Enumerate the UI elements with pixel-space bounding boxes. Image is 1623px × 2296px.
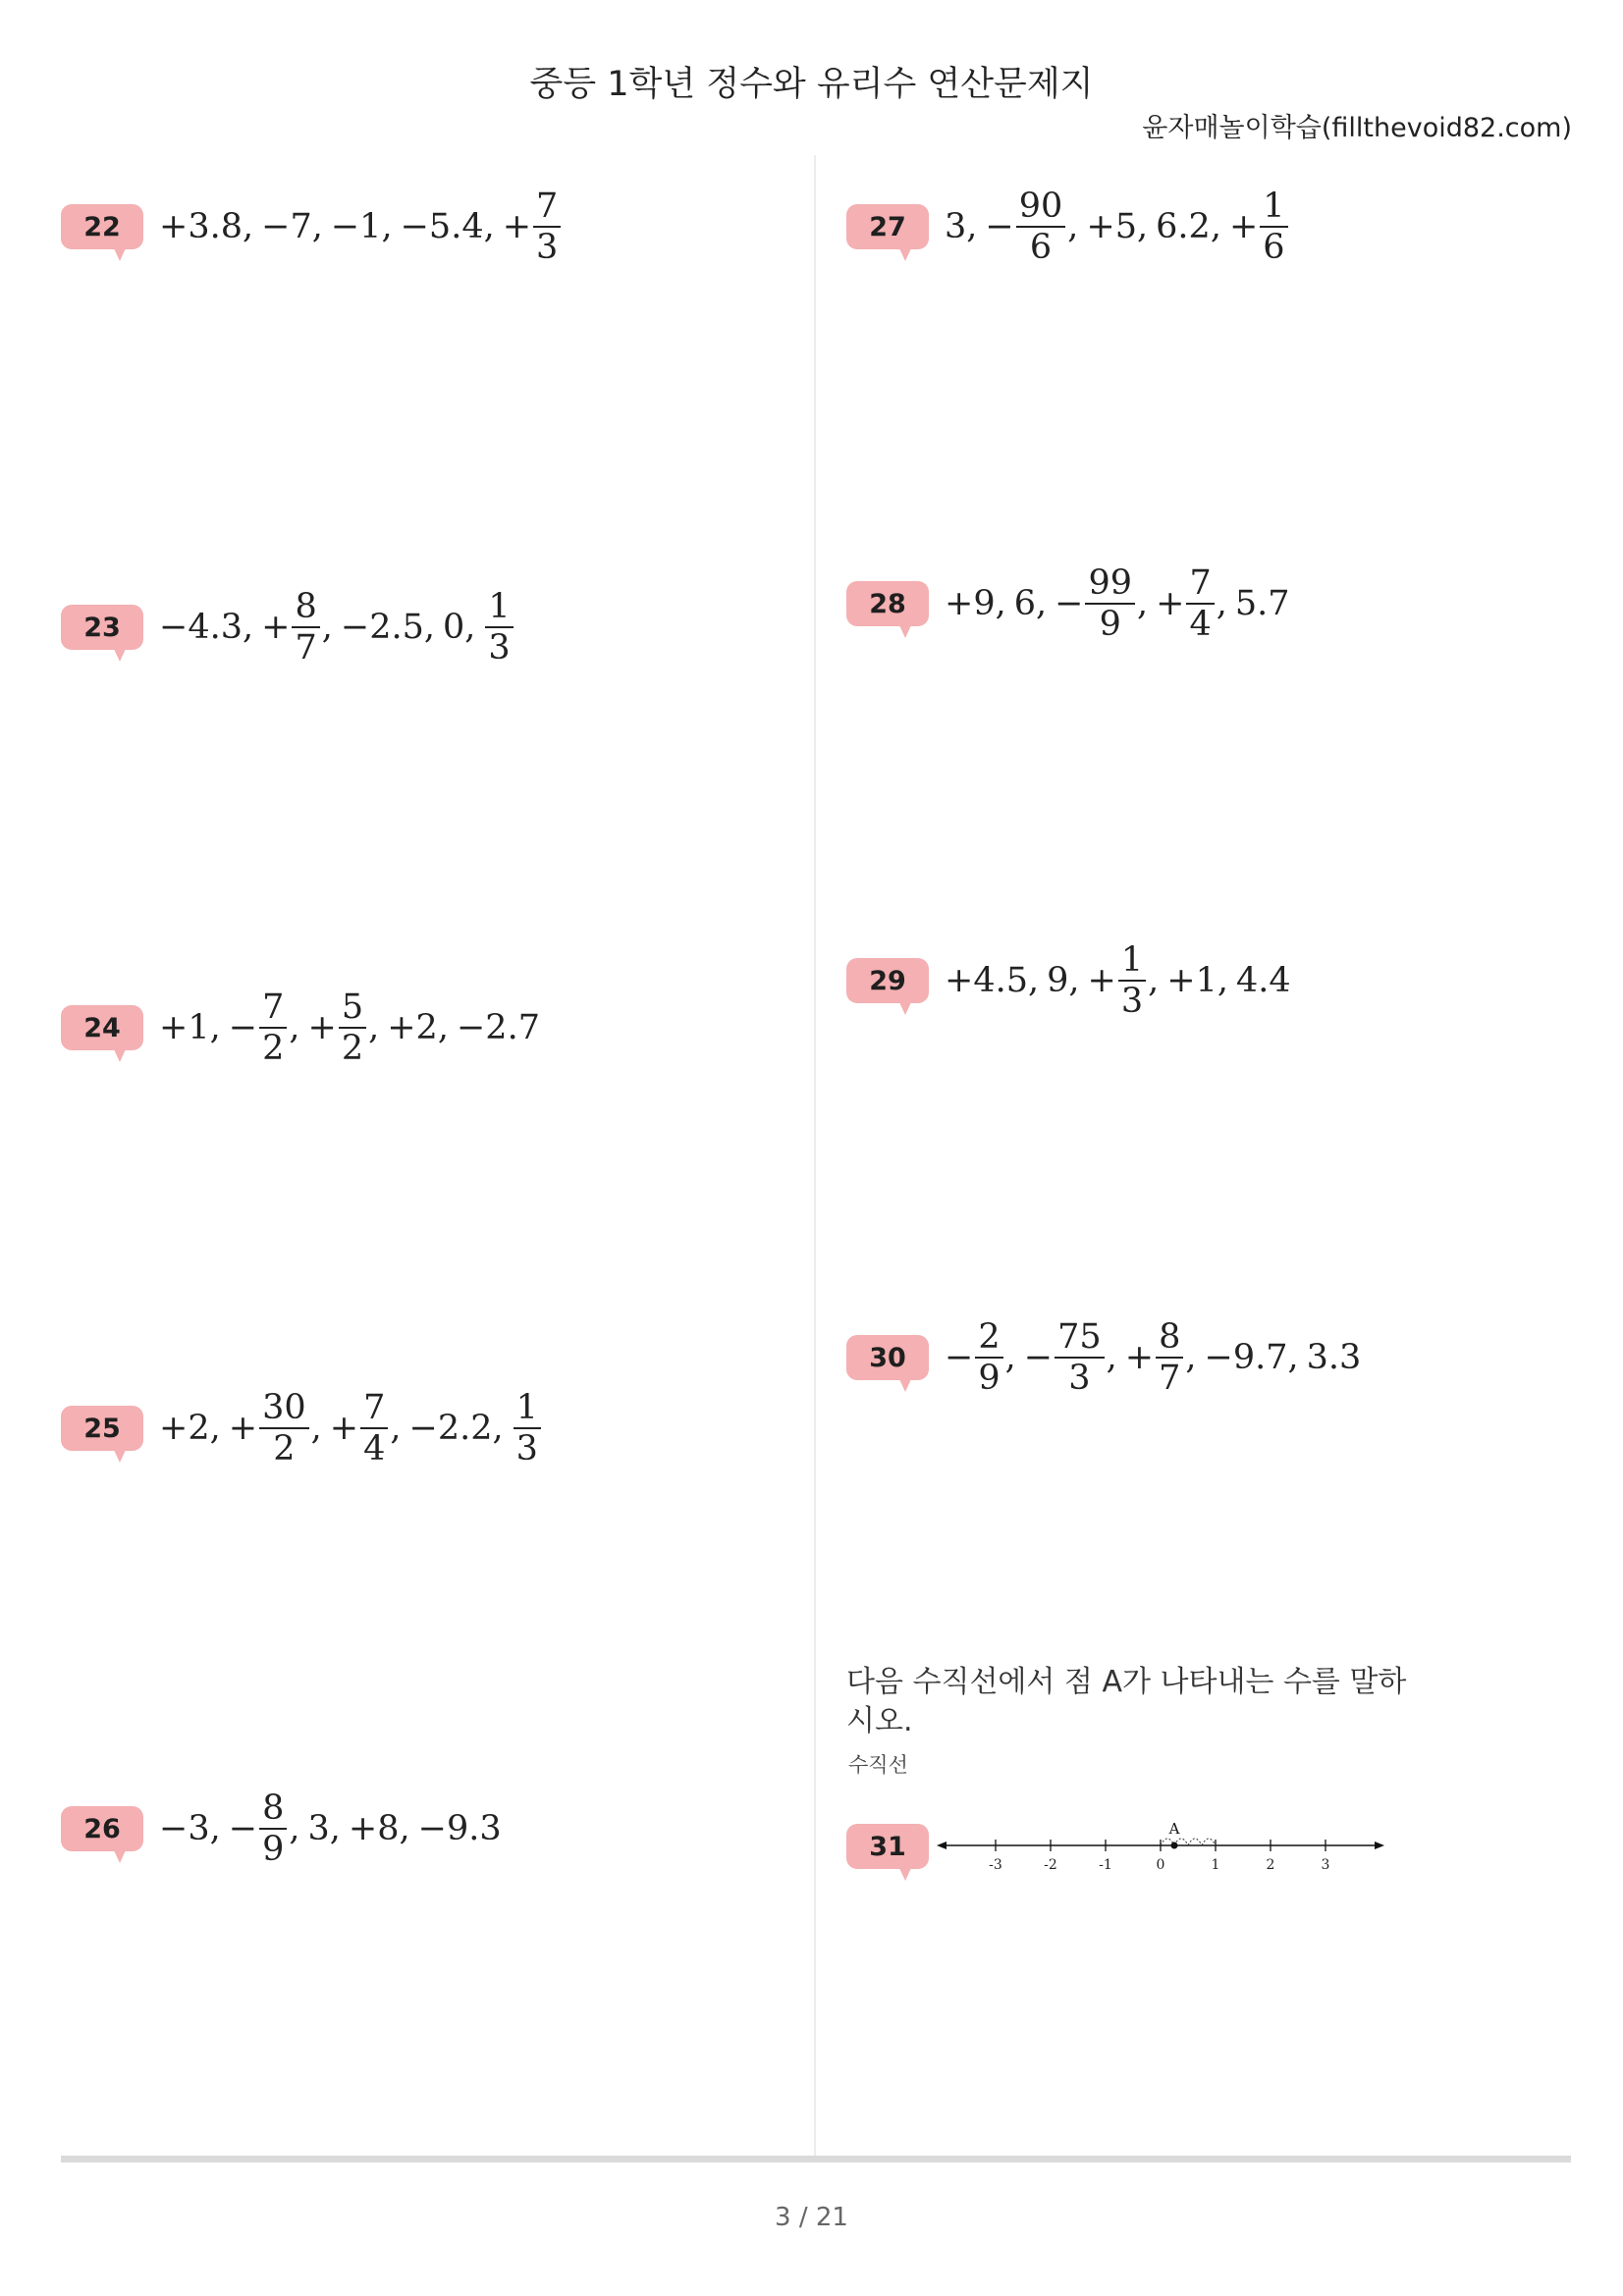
problem-27 — [846, 187, 1290, 268]
fraction — [1118, 940, 1146, 1022]
term-comma: , — [310, 1409, 322, 1449]
term-number: −1, — [330, 207, 393, 247]
page-number: 3 / 21 — [775, 2203, 848, 2232]
term-number: +8, — [348, 1809, 410, 1849]
problem-25 — [61, 1388, 543, 1469]
term-comma: , — [1067, 207, 1079, 247]
term-sign: − — [228, 1008, 258, 1048]
term-sign: + — [329, 1409, 359, 1449]
number-line-tick-label: -3 — [989, 1857, 1002, 1873]
problem-22 — [61, 187, 563, 268]
term-number: +9, — [945, 584, 1006, 624]
fraction-numerator: 7 — [1189, 563, 1212, 603]
term-sign: + — [1228, 207, 1259, 247]
term-number: −5.4, — [400, 207, 495, 247]
problem-number-badge: 25 — [61, 1406, 143, 1451]
term-number: 3, — [307, 1809, 341, 1849]
term-comma: , — [1106, 1338, 1117, 1378]
fraction — [1055, 1317, 1105, 1399]
fraction-numerator: 8 — [1159, 1317, 1181, 1357]
term-sign: − — [1023, 1338, 1054, 1378]
problem-expression — [945, 187, 1290, 268]
term-sign: − — [945, 1338, 974, 1378]
problem-expression — [159, 1388, 543, 1469]
fraction-numerator: 30 — [262, 1388, 306, 1427]
term-comma: , — [289, 1008, 300, 1048]
term-number: +1, — [1166, 961, 1229, 1001]
fraction-denominator: 3 — [536, 228, 559, 268]
fraction — [514, 1388, 541, 1469]
term-number: −9.3 — [417, 1809, 502, 1849]
number-line-tick-label: 0 — [1156, 1857, 1165, 1873]
number-line-tick-label: -2 — [1044, 1857, 1057, 1873]
problem-expression — [945, 563, 1290, 645]
number-line-right-arrow — [1375, 1842, 1384, 1849]
problem-23 — [61, 587, 515, 668]
term-number: +2, — [159, 1409, 221, 1449]
term-sign: + — [1124, 1338, 1155, 1378]
number-line-left-arrow — [937, 1842, 947, 1849]
fraction-denominator: 7 — [295, 628, 317, 668]
term-number: −2.5, — [340, 608, 435, 648]
fraction-denominator: 7 — [1159, 1359, 1181, 1399]
term-number: 3, — [945, 207, 978, 247]
term-number: 3.3 — [1306, 1338, 1362, 1378]
problem-expression — [159, 187, 563, 268]
fraction-denominator: 2 — [341, 1029, 364, 1069]
fraction-numerator: 90 — [1018, 187, 1063, 226]
fraction — [1260, 187, 1287, 268]
term-comma: , — [1004, 1338, 1016, 1378]
column-divider — [814, 155, 816, 2158]
fraction-denominator: 9 — [978, 1359, 1001, 1399]
problem-number-badge: 22 — [61, 204, 143, 249]
term-number: 5.7 — [1234, 584, 1290, 624]
page-subtitle: 윤자매놀이학습(fillthevoid82.com) — [1142, 113, 1572, 143]
problem-number-badge: 28 — [846, 581, 929, 626]
term-number: +5, — [1086, 207, 1149, 247]
fraction — [1085, 563, 1135, 645]
term-sign: − — [228, 1809, 258, 1849]
problem-30 — [846, 1317, 1361, 1399]
fraction — [485, 587, 513, 668]
term-number: −2.7 — [456, 1008, 540, 1048]
fraction-denominator: 2 — [273, 1429, 296, 1469]
term-number: 4.4 — [1236, 961, 1291, 1001]
fraction — [1186, 563, 1214, 645]
fraction — [533, 187, 561, 268]
fraction — [360, 1388, 388, 1469]
term-number: 6, — [1013, 584, 1048, 624]
fraction-denominator: 6 — [1029, 228, 1053, 268]
fraction — [339, 988, 366, 1069]
fraction — [259, 1789, 287, 1870]
fraction-denominator: 3 — [488, 628, 511, 668]
fraction-numerator: 5 — [341, 988, 364, 1027]
problem-number-badge: 31 — [846, 1824, 929, 1869]
term-number: 0, — [443, 608, 476, 648]
fraction-denominator: 9 — [262, 1830, 285, 1870]
problem-number-badge: 29 — [846, 958, 929, 1003]
term-sign: + — [261, 608, 291, 648]
fraction — [1016, 187, 1066, 268]
term-comma: , — [1185, 1338, 1197, 1378]
term-sign: − — [1055, 584, 1084, 624]
fraction-denominator: 3 — [515, 1429, 538, 1469]
term-sign: − — [985, 207, 1014, 247]
problem-number-badge: 30 — [846, 1335, 929, 1380]
term-comma: , — [1216, 584, 1227, 624]
fraction-numerator: 7 — [536, 187, 559, 226]
number-line-tick-label: 1 — [1211, 1857, 1220, 1873]
term-number: −4.3, — [159, 608, 254, 648]
fraction — [975, 1317, 1002, 1399]
fraction-denominator: 9 — [1099, 605, 1121, 645]
number-line-subdivision-arc — [1202, 1839, 1216, 1845]
point-a-marker — [1171, 1842, 1178, 1849]
term-comma: , — [1137, 584, 1149, 624]
fraction-numerator: 1 — [1120, 940, 1144, 980]
number-line-tick-label: -1 — [1099, 1857, 1112, 1873]
problem-31 — [846, 1824, 929, 1869]
problem-expression — [159, 988, 540, 1069]
fraction-numerator: 8 — [295, 587, 317, 626]
term-number: +4.5, — [945, 961, 1040, 1001]
term-number: 6.2, — [1156, 207, 1221, 247]
term-comma: , — [321, 608, 333, 648]
term-number: +1, — [159, 1008, 221, 1048]
fraction-denominator: 6 — [1263, 228, 1285, 268]
term-sign: + — [228, 1409, 258, 1449]
number-line-subdivision-arc — [1188, 1839, 1202, 1845]
term-comma: , — [390, 1409, 402, 1449]
fraction-numerator: 75 — [1057, 1317, 1102, 1357]
problem-number-badge: 23 — [61, 605, 143, 650]
page-title: 중등 1학년 정수와 유리수 연산문제지 — [529, 65, 1094, 104]
problem-28 — [846, 563, 1290, 645]
term-number: +3.8, — [159, 207, 254, 247]
fraction — [292, 587, 319, 668]
fraction-numerator: 1 — [1263, 187, 1285, 226]
term-comma: , — [368, 1008, 380, 1048]
problem-number-badge: 26 — [61, 1806, 143, 1851]
term-number: 9, — [1047, 961, 1080, 1001]
fraction-denominator: 4 — [363, 1429, 386, 1469]
fraction-numerator: 7 — [262, 988, 285, 1027]
fraction-denominator: 4 — [1189, 605, 1212, 645]
fraction-denominator: 2 — [262, 1029, 285, 1069]
fraction-denominator: 3 — [1068, 1359, 1091, 1399]
q31-instruction: 다음 수직선에서 점 A가 나타내는 수를 말하시오. — [846, 1665, 1407, 1738]
problem-expression — [945, 1317, 1361, 1399]
fraction-numerator: 1 — [488, 587, 511, 626]
problem-26 — [61, 1789, 502, 1870]
term-comma: , — [289, 1809, 300, 1849]
number-line — [935, 1818, 1386, 1873]
term-comma: , — [1148, 961, 1160, 1001]
problem-number-badge: 24 — [61, 1005, 143, 1050]
problem-number-badge: 27 — [846, 204, 929, 249]
footer-rule — [61, 2156, 1571, 2163]
fraction-denominator: 3 — [1120, 982, 1144, 1022]
problem-29 — [846, 940, 1291, 1022]
problem-expression — [945, 940, 1291, 1022]
term-number: −3, — [159, 1809, 221, 1849]
term-sign: + — [307, 1008, 337, 1048]
fraction-numerator: 99 — [1088, 563, 1133, 603]
term-number: −2.2, — [408, 1409, 504, 1449]
point-a-label: A — [1168, 1820, 1180, 1838]
problem-expression — [159, 1789, 502, 1870]
problem-expression — [159, 587, 515, 668]
term-number: −9.7, — [1204, 1338, 1299, 1378]
fraction-numerator: 2 — [978, 1317, 1001, 1357]
fraction-numerator: 8 — [262, 1789, 285, 1828]
term-number: −7, — [261, 207, 323, 247]
term-sign: + — [1156, 584, 1185, 624]
fraction — [259, 988, 287, 1069]
problem-24 — [61, 988, 540, 1069]
term-sign: + — [1087, 961, 1116, 1001]
term-sign: + — [502, 207, 532, 247]
fraction — [259, 1388, 309, 1469]
fraction-numerator: 7 — [363, 1388, 386, 1427]
term-number: +2, — [387, 1008, 449, 1048]
number-line-tick-label: 2 — [1266, 1857, 1275, 1873]
number-line-tick-label: 3 — [1321, 1857, 1330, 1873]
fraction-numerator: 1 — [515, 1388, 538, 1427]
fraction — [1156, 1317, 1183, 1399]
q31-figure-caption: 수직선 — [848, 1753, 908, 1777]
